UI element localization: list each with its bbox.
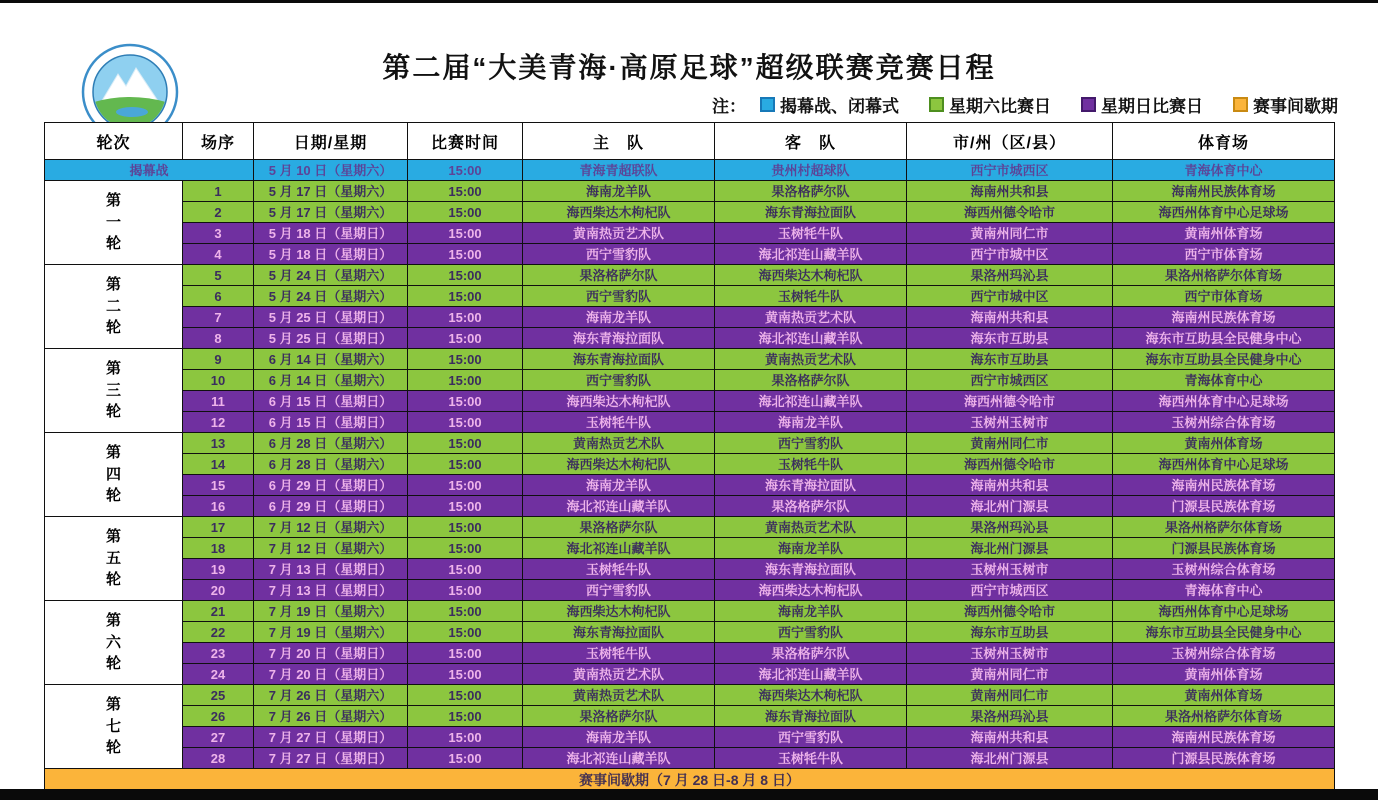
date-cell: 7 月 20 日（星期日）: [254, 664, 408, 685]
time-cell: 15:00: [408, 601, 523, 622]
location-cell: 海西州德令哈市: [907, 391, 1113, 412]
stadium-cell: 门源县民族体育场: [1113, 496, 1335, 517]
home-team-cell: 黄南热贡艺术队: [523, 664, 715, 685]
home-team-cell: 西宁雪豹队: [523, 286, 715, 307]
date-cell: 6 月 28 日（星期六）: [254, 454, 408, 475]
home-team-cell: 海北祁连山藏羊队: [523, 496, 715, 517]
home-team-cell: 海南龙羊队: [523, 181, 715, 202]
bottom-border-bar: [0, 789, 1378, 800]
round-name-cell: 第 五 轮: [45, 517, 183, 601]
match-no-cell: 20: [183, 580, 254, 601]
away-team-cell: 西宁雪豹队: [715, 433, 907, 454]
match-no-cell: 2: [183, 202, 254, 223]
match-no-cell: 15: [183, 475, 254, 496]
time-cell: 15:00: [408, 244, 523, 265]
stadium-cell: 西宁市体育场: [1113, 244, 1335, 265]
location-cell: 果洛州玛沁县: [907, 706, 1113, 727]
away-team-cell: 西宁雪豹队: [715, 622, 907, 643]
away-team-cell: 果洛格萨尔队: [715, 496, 907, 517]
date-cell: 7 月 13 日（星期日）: [254, 580, 408, 601]
time-cell: 15:00: [408, 223, 523, 244]
match-row: [45, 601, 1335, 622]
break-period-cell: 赛事间歇期（7 月 28 日-8 月 8 日）: [45, 769, 1335, 792]
match-row: [45, 538, 1335, 559]
location-cell: 海西州德令哈市: [907, 601, 1113, 622]
away-team-cell: 海南龙羊队: [715, 538, 907, 559]
match-row: [45, 622, 1335, 643]
away-team-cell: 玉树牦牛队: [715, 454, 907, 475]
stadium-cell: 青海体育中心: [1113, 370, 1335, 391]
match-no-cell: 19: [183, 559, 254, 580]
away-team-cell: 玉树牦牛队: [715, 286, 907, 307]
location-cell: 海南州共和县: [907, 181, 1113, 202]
match-no-cell: 16: [183, 496, 254, 517]
location-cell: 黄南州同仁市: [907, 223, 1113, 244]
date-cell: 5 月 18 日（星期日）: [254, 223, 408, 244]
stadium-cell: 青海体育中心: [1113, 160, 1335, 181]
date-cell: 6 月 29 日（星期日）: [254, 475, 408, 496]
home-team-cell: 海东青海拉面队: [523, 622, 715, 643]
time-cell: 15:00: [408, 181, 523, 202]
stadium-cell: 海西州体育中心足球场: [1113, 454, 1335, 475]
date-cell: 6 月 29 日（星期日）: [254, 496, 408, 517]
stadium-cell: 门源县民族体育场: [1113, 538, 1335, 559]
time-cell: 15:00: [408, 727, 523, 748]
match-no-cell: 24: [183, 664, 254, 685]
stadium-cell: 果洛州格萨尔体育场: [1113, 265, 1335, 286]
away-team-cell: 海北祁连山藏羊队: [715, 391, 907, 412]
home-team-cell: 海北祁连山藏羊队: [523, 748, 715, 769]
time-cell: 15:00: [408, 748, 523, 769]
date-cell: 5 月 17 日（星期六）: [254, 181, 408, 202]
column-header: 场序: [183, 123, 254, 160]
stadium-cell: 海南州民族体育场: [1113, 727, 1335, 748]
date-cell: 6 月 15 日（星期日）: [254, 391, 408, 412]
time-cell: 15:00: [408, 580, 523, 601]
column-header: 比赛时间: [408, 123, 523, 160]
date-cell: 7 月 13 日（星期日）: [254, 559, 408, 580]
match-row: [45, 475, 1335, 496]
match-no-cell: 28: [183, 748, 254, 769]
location-cell: 西宁市城中区: [907, 244, 1113, 265]
date-cell: 7 月 20 日（星期日）: [254, 643, 408, 664]
date-cell: 6 月 28 日（星期六）: [254, 433, 408, 454]
away-team-cell: 黄南热贡艺术队: [715, 307, 907, 328]
header-row: [45, 123, 1335, 160]
away-team-cell: 黄南热贡艺术队: [715, 349, 907, 370]
home-team-cell: 海南龙羊队: [523, 727, 715, 748]
date-cell: 7 月 26 日（星期六）: [254, 706, 408, 727]
match-no-cell: 26: [183, 706, 254, 727]
round-name-cell: 第 二 轮: [45, 265, 183, 349]
location-cell: 海东市互助县: [907, 622, 1113, 643]
date-cell: 5 月 10 日（星期六）: [254, 160, 408, 181]
location-cell: 海北州门源县: [907, 748, 1113, 769]
away-team-cell: 海南龙羊队: [715, 412, 907, 433]
stadium-cell: 黄南州体育场: [1113, 685, 1335, 706]
away-team-cell: 海西柴达木枸杞队: [715, 265, 907, 286]
location-cell: 海北州门源县: [907, 496, 1113, 517]
stadium-cell: 海西州体育中心足球场: [1113, 601, 1335, 622]
location-cell: 西宁市城西区: [907, 580, 1113, 601]
match-row: [45, 349, 1335, 370]
location-cell: 黄南州同仁市: [907, 685, 1113, 706]
match-no-cell: 27: [183, 727, 254, 748]
time-cell: 15:00: [408, 286, 523, 307]
match-no-cell: 18: [183, 538, 254, 559]
stadium-cell: 门源县民族体育场: [1113, 748, 1335, 769]
match-row: [45, 454, 1335, 475]
away-team-cell: 海南龙羊队: [715, 601, 907, 622]
time-cell: 15:00: [408, 475, 523, 496]
schedule-table-body: [45, 160, 1335, 792]
away-team-cell: 海东青海拉面队: [715, 706, 907, 727]
match-no-cell: 21: [183, 601, 254, 622]
match-row: [45, 244, 1335, 265]
match-no-cell: 14: [183, 454, 254, 475]
stadium-cell: 海南州民族体育场: [1113, 307, 1335, 328]
legend-item-break: [1233, 92, 1338, 117]
legend-item-label: 赛事间歇期: [1253, 97, 1338, 116]
away-team-cell: 海北祁连山藏羊队: [715, 244, 907, 265]
home-team-cell: 黄南热贡艺术队: [523, 223, 715, 244]
time-cell: 15:00: [408, 643, 523, 664]
location-cell: 玉树州玉树市: [907, 643, 1113, 664]
location-cell: 果洛州玛沁县: [907, 517, 1113, 538]
away-team-cell: 西宁雪豹队: [715, 727, 907, 748]
page-title: 第二届“大美青海·高原足球”超级联赛竞赛日程: [382, 52, 996, 83]
date-cell: 6 月 14 日（星期六）: [254, 349, 408, 370]
match-no-cell: 3: [183, 223, 254, 244]
home-team-cell: 西宁雪豹队: [523, 370, 715, 391]
legend-item-opening: [760, 92, 899, 117]
location-cell: 玉树州玉树市: [907, 412, 1113, 433]
opening-match-row: [45, 160, 1335, 181]
time-cell: 15:00: [408, 412, 523, 433]
location-cell: 海南州共和县: [907, 727, 1113, 748]
match-no-cell: 4: [183, 244, 254, 265]
home-team-cell: 海南龙羊队: [523, 475, 715, 496]
legend-item-saturday: [929, 92, 1051, 117]
away-team-cell: 贵州村超球队: [715, 160, 907, 181]
match-row: [45, 391, 1335, 412]
home-team-cell: 西宁雪豹队: [523, 580, 715, 601]
column-header: 客 队: [715, 123, 907, 160]
away-team-cell: 海东青海拉面队: [715, 202, 907, 223]
away-team-cell: 玉树牦牛队: [715, 223, 907, 244]
away-team-cell: 玉树牦牛队: [715, 748, 907, 769]
date-cell: 7 月 19 日（星期六）: [254, 622, 408, 643]
location-cell: 玉树州玉树市: [907, 559, 1113, 580]
home-team-cell: 玉树牦牛队: [523, 412, 715, 433]
match-no-cell: 25: [183, 685, 254, 706]
location-cell: 海南州共和县: [907, 475, 1113, 496]
date-cell: 7 月 19 日（星期六）: [254, 601, 408, 622]
match-row: [45, 706, 1335, 727]
home-team-cell: 西宁雪豹队: [523, 244, 715, 265]
round-name-cell: 第 一 轮: [45, 181, 183, 265]
round-name-cell: 第 三 轮: [45, 349, 183, 433]
sunday-color-swatch-icon: [1081, 97, 1096, 112]
match-row: [45, 181, 1335, 202]
column-header: 主 队: [523, 123, 715, 160]
match-row: [45, 433, 1335, 454]
match-no-cell: 12: [183, 412, 254, 433]
date-cell: 5 月 25 日（星期日）: [254, 307, 408, 328]
away-team-cell: 海西柴达木枸杞队: [715, 685, 907, 706]
match-no-cell: 10: [183, 370, 254, 391]
time-cell: 15:00: [408, 706, 523, 727]
away-team-cell: 海北祁连山藏羊队: [715, 328, 907, 349]
legend: [712, 92, 1338, 117]
home-team-cell: 海北祁连山藏羊队: [523, 538, 715, 559]
schedule-table: [44, 122, 1335, 792]
match-no-cell: 1: [183, 181, 254, 202]
match-row: [45, 412, 1335, 433]
stadium-cell: 海西州体育中心足球场: [1113, 202, 1335, 223]
match-row: [45, 559, 1335, 580]
match-row: [45, 307, 1335, 328]
match-no-cell: 7: [183, 307, 254, 328]
location-cell: 海南州共和县: [907, 307, 1113, 328]
match-no-cell: 17: [183, 517, 254, 538]
stadium-cell: 黄南州体育场: [1113, 433, 1335, 454]
match-no-cell: 11: [183, 391, 254, 412]
match-row: [45, 664, 1335, 685]
location-cell: 海东市互助县: [907, 328, 1113, 349]
date-cell: 6 月 15 日（星期日）: [254, 412, 408, 433]
match-row: [45, 496, 1335, 517]
away-team-cell: 果洛格萨尔队: [715, 181, 907, 202]
time-cell: 15:00: [408, 370, 523, 391]
stadium-cell: 果洛州格萨尔体育场: [1113, 706, 1335, 727]
match-no-cell: 6: [183, 286, 254, 307]
match-row: [45, 580, 1335, 601]
time-cell: 15:00: [408, 307, 523, 328]
top-border-line: [0, 0, 1378, 3]
stadium-cell: 玉树州综合体育场: [1113, 559, 1335, 580]
date-cell: 7 月 27 日（星期日）: [254, 748, 408, 769]
match-no-cell: 22: [183, 622, 254, 643]
home-team-cell: 玉树牦牛队: [523, 559, 715, 580]
away-team-cell: 海东青海拉面队: [715, 475, 907, 496]
date-cell: 5 月 24 日（星期六）: [254, 265, 408, 286]
location-cell: 海西州德令哈市: [907, 202, 1113, 223]
legend-item-label: 星期六比赛日: [949, 97, 1051, 116]
stadium-cell: 玉树州综合体育场: [1113, 643, 1335, 664]
away-team-cell: 海东青海拉面队: [715, 559, 907, 580]
away-team-cell: 海西柴达木枸杞队: [715, 580, 907, 601]
time-cell: 15:00: [408, 328, 523, 349]
stadium-cell: 海东市互助县全民健身中心: [1113, 349, 1335, 370]
time-cell: 15:00: [408, 664, 523, 685]
time-cell: 15:00: [408, 496, 523, 517]
stadium-cell: 海南州民族体育场: [1113, 181, 1335, 202]
away-team-cell: 果洛格萨尔队: [715, 643, 907, 664]
home-team-cell: 玉树牦牛队: [523, 643, 715, 664]
time-cell: 15:00: [408, 454, 523, 475]
home-team-cell: 果洛格萨尔队: [523, 706, 715, 727]
break-color-swatch-icon: [1233, 97, 1248, 112]
home-team-cell: 海西柴达木枸杞队: [523, 391, 715, 412]
stadium-cell: 海东市互助县全民健身中心: [1113, 622, 1335, 643]
home-team-cell: 果洛格萨尔队: [523, 517, 715, 538]
home-team-cell: 黄南热贡艺术队: [523, 433, 715, 454]
column-header: 市/州（区/县）: [907, 123, 1113, 160]
home-team-cell: 青海青超联队: [523, 160, 715, 181]
location-cell: 西宁市城中区: [907, 286, 1113, 307]
opening-label-cell: 揭幕战: [45, 160, 254, 181]
date-cell: 7 月 26 日（星期六）: [254, 685, 408, 706]
round-name-cell: 第 四 轮: [45, 433, 183, 517]
home-team-cell: 海东青海拉面队: [523, 328, 715, 349]
stadium-cell: 西宁市体育场: [1113, 286, 1335, 307]
location-cell: 海东市互助县: [907, 349, 1113, 370]
time-cell: 15:00: [408, 622, 523, 643]
column-header: 日期/星期: [254, 123, 408, 160]
date-cell: 5 月 25 日（星期日）: [254, 328, 408, 349]
home-team-cell: 海西柴达木枸杞队: [523, 601, 715, 622]
location-cell: 西宁市城西区: [907, 370, 1113, 391]
legend-item-label: 揭幕战、闭幕式: [780, 97, 899, 116]
date-cell: 6 月 14 日（星期六）: [254, 370, 408, 391]
location-cell: 果洛州玛沁县: [907, 265, 1113, 286]
location-cell: 黄南州同仁市: [907, 664, 1113, 685]
match-row: [45, 286, 1335, 307]
match-row: [45, 265, 1335, 286]
saturday-color-swatch-icon: [929, 97, 944, 112]
time-cell: 15:00: [408, 538, 523, 559]
home-team-cell: 果洛格萨尔队: [523, 265, 715, 286]
home-team-cell: 海南龙羊队: [523, 307, 715, 328]
round-name-cell: 第 七 轮: [45, 685, 183, 769]
time-cell: 15:00: [408, 202, 523, 223]
stadium-cell: 海东市互助县全民健身中心: [1113, 328, 1335, 349]
opening-color-swatch-icon: [760, 97, 775, 112]
date-cell: 7 月 12 日（星期六）: [254, 538, 408, 559]
time-cell: 15:00: [408, 517, 523, 538]
away-team-cell: 果洛格萨尔队: [715, 370, 907, 391]
match-row: [45, 517, 1335, 538]
match-no-cell: 13: [183, 433, 254, 454]
match-no-cell: 5: [183, 265, 254, 286]
time-cell: 15:00: [408, 349, 523, 370]
match-no-cell: 8: [183, 328, 254, 349]
match-row: [45, 685, 1335, 706]
stadium-cell: 海西州体育中心足球场: [1113, 391, 1335, 412]
legend-item-sunday: [1081, 92, 1203, 117]
stadium-cell: 果洛州格萨尔体育场: [1113, 517, 1335, 538]
location-cell: 海北州门源县: [907, 538, 1113, 559]
date-cell: 5 月 18 日（星期日）: [254, 244, 408, 265]
match-row: [45, 748, 1335, 769]
location-cell: 西宁市城西区: [907, 160, 1113, 181]
stadium-cell: 海南州民族体育场: [1113, 475, 1335, 496]
column-header: 轮次: [45, 123, 183, 160]
time-cell: 15:00: [408, 265, 523, 286]
date-cell: 5 月 24 日（星期六）: [254, 286, 408, 307]
date-cell: 5 月 17 日（星期六）: [254, 202, 408, 223]
legend-note-label: 注：: [712, 97, 746, 116]
schedule-table-wrap: [44, 122, 1335, 792]
home-team-cell: 黄南热贡艺术队: [523, 685, 715, 706]
stadium-cell: 黄南州体育场: [1113, 664, 1335, 685]
time-cell: 15:00: [408, 433, 523, 454]
date-cell: 7 月 27 日（星期日）: [254, 727, 408, 748]
time-cell: 15:00: [408, 391, 523, 412]
column-header: 体育场: [1113, 123, 1335, 160]
date-cell: 7 月 12 日（星期六）: [254, 517, 408, 538]
match-row: [45, 370, 1335, 391]
stadium-cell: 玉树州综合体育场: [1113, 412, 1335, 433]
round-name-cell: 第 六 轮: [45, 601, 183, 685]
schedule-table-head: [45, 123, 1335, 160]
match-row: [45, 202, 1335, 223]
match-row: [45, 223, 1335, 244]
home-team-cell: 海东青海拉面队: [523, 349, 715, 370]
stadium-cell: 青海体育中心: [1113, 580, 1335, 601]
location-cell: 黄南州同仁市: [907, 433, 1113, 454]
away-team-cell: 海北祁连山藏羊队: [715, 664, 907, 685]
match-no-cell: 23: [183, 643, 254, 664]
legend-item-label: 星期日比赛日: [1101, 97, 1203, 116]
home-team-cell: 海西柴达木枸杞队: [523, 202, 715, 223]
match-row: [45, 727, 1335, 748]
time-cell: 15:00: [408, 559, 523, 580]
time-cell: 15:00: [408, 160, 523, 181]
match-row: [45, 643, 1335, 664]
location-cell: 海西州德令哈市: [907, 454, 1113, 475]
home-team-cell: 海西柴达木枸杞队: [523, 454, 715, 475]
stadium-cell: 黄南州体育场: [1113, 223, 1335, 244]
match-row: [45, 328, 1335, 349]
match-no-cell: 9: [183, 349, 254, 370]
time-cell: 15:00: [408, 685, 523, 706]
away-team-cell: 黄南热贡艺术队: [715, 517, 907, 538]
